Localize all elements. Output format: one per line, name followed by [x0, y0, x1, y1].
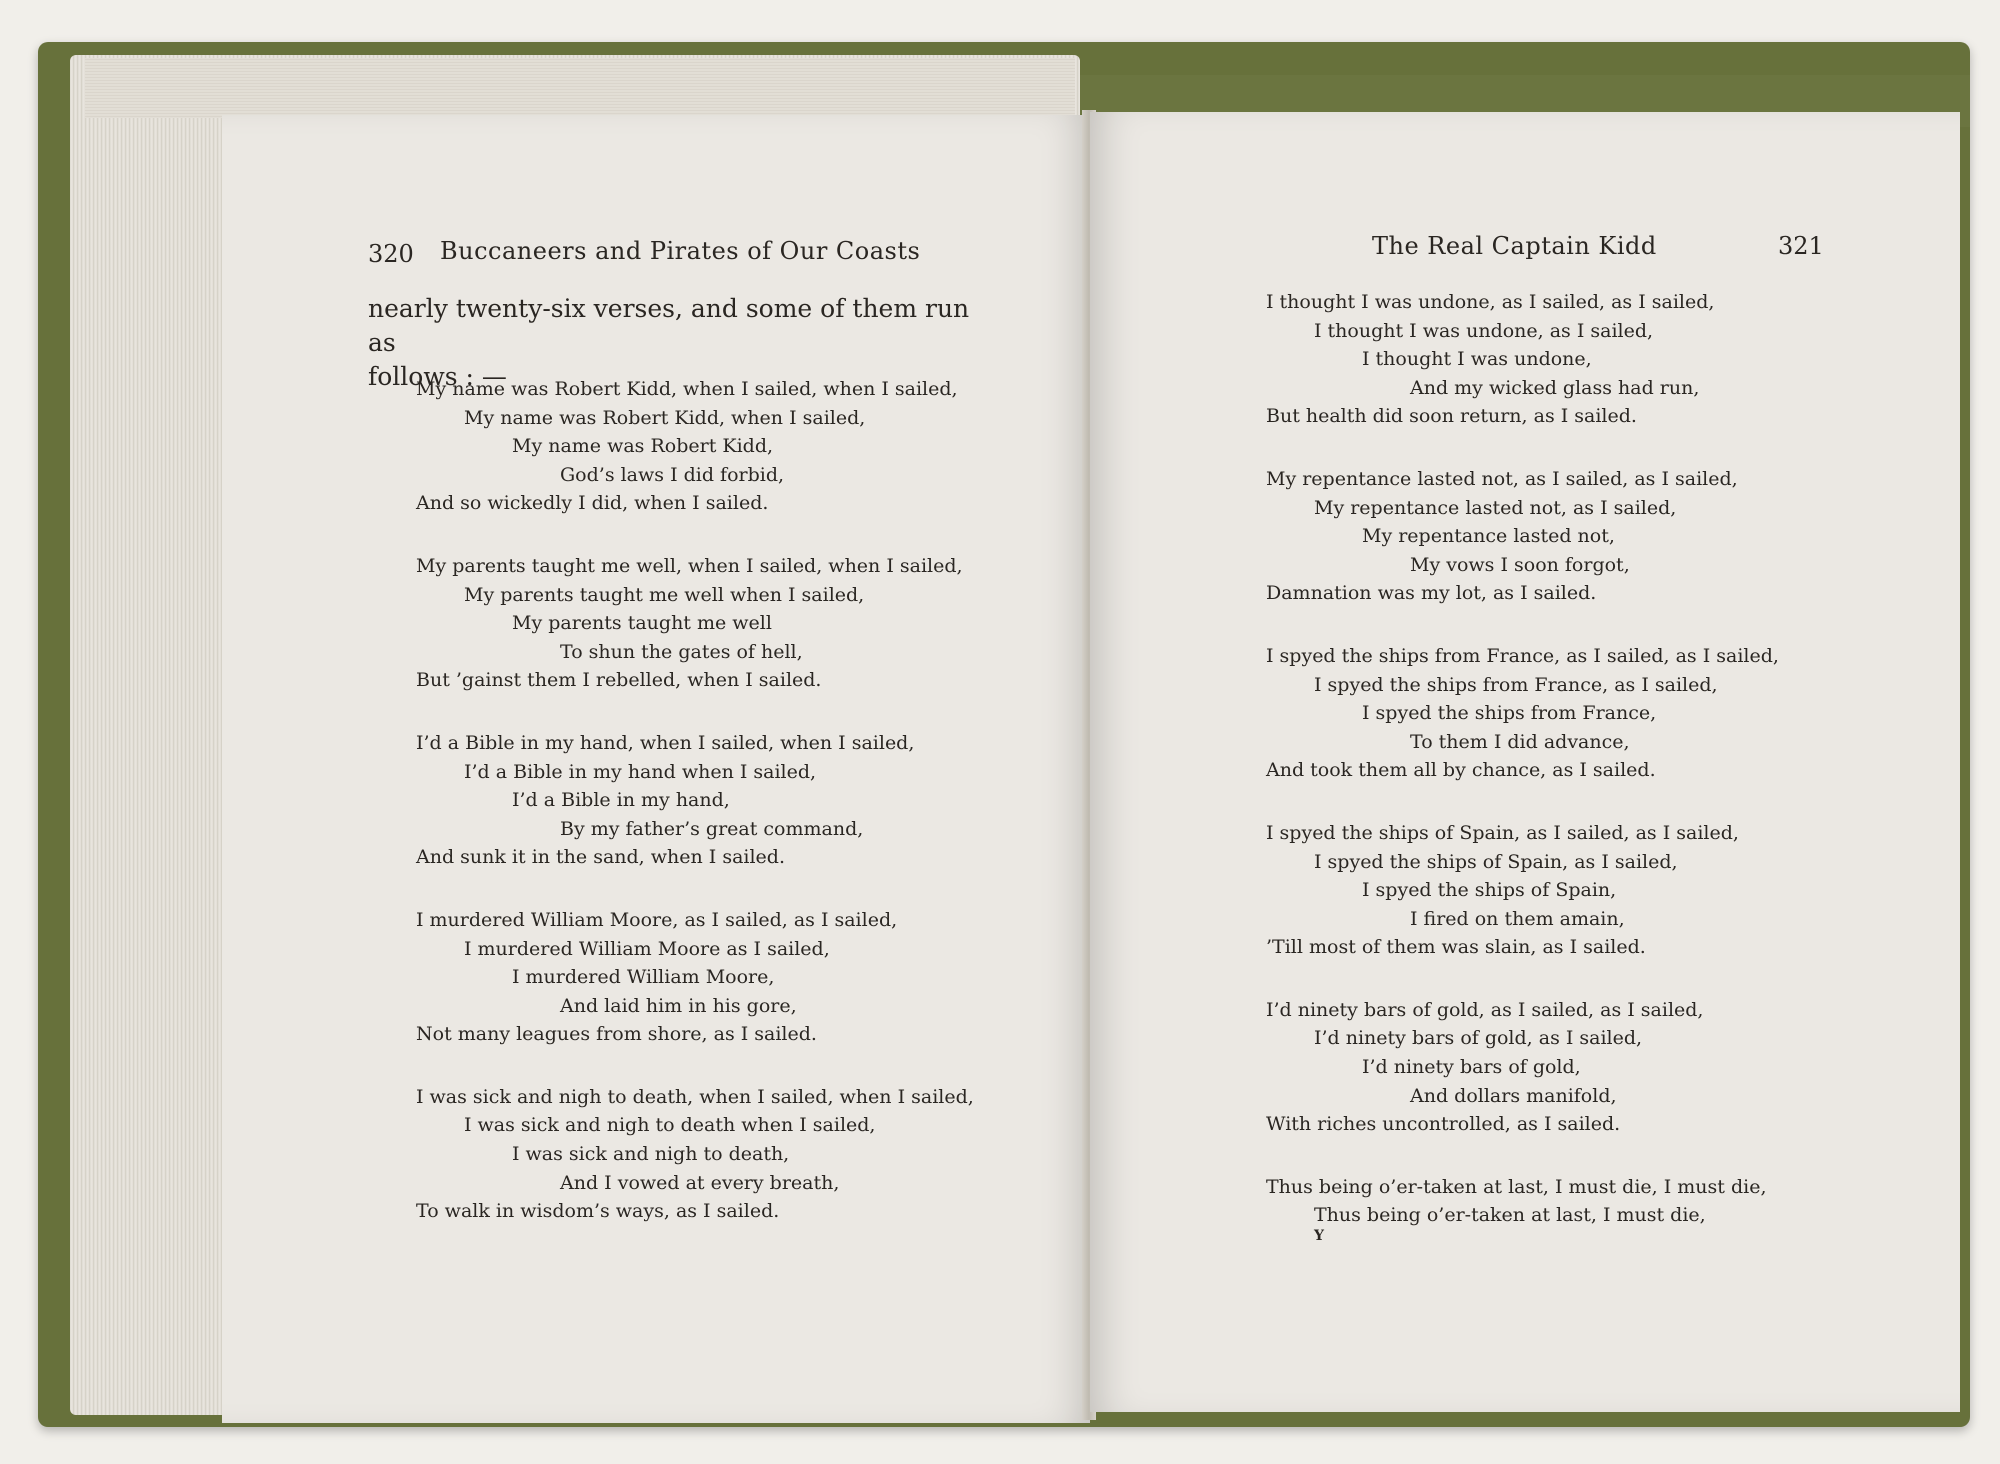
verse-line: I spyed the ships of Spain, [1362, 879, 1617, 902]
verse-line: But ’gainst them I rebelled, when I sailed. [416, 669, 822, 692]
verse-line: I’d a Bible in my hand, when I sailed, when I sailed, [416, 731, 915, 754]
stanza [1266, 288, 1779, 431]
verse-line: My parents taught me well when I sailed, [464, 583, 865, 606]
stanza [1266, 819, 1779, 962]
right-page [1090, 112, 1960, 1412]
verse-line: And took them all by chance, as I sailed. [1266, 759, 1656, 782]
right-poem [1266, 288, 1779, 1264]
verse-line: I murdered William Moore as I sailed, [464, 937, 830, 960]
verse-line: I was sick and nigh to death, [512, 1143, 790, 1166]
verse-line: And so wickedly I did, when I sailed. [416, 492, 769, 515]
stanza [416, 552, 974, 695]
verse-line: And dollars manifold, [1410, 1084, 1617, 1107]
verse-line: I’d a Bible in my hand, [512, 789, 730, 812]
verse-line: But health did soon return, as I sailed. [1266, 405, 1637, 428]
verse-line: I spyed the ships from France, as I sailed, [1314, 673, 1718, 696]
right-running-head: The Real Captain Kidd [1372, 232, 1657, 260]
verse-line: My repentance lasted not, as I sailed, [1314, 496, 1677, 519]
page-block-top [85, 58, 1075, 118]
stanza [416, 906, 974, 1049]
verse-line: And laid him in his gore, [560, 994, 797, 1017]
verse-line: My parents taught me well, when I sailed, when I sailed, [416, 554, 963, 577]
stanza [416, 375, 974, 518]
verse-line: To shun the gates of hell, [560, 640, 803, 663]
verse-line: I’d ninety bars of gold, [1362, 1056, 1581, 1079]
verse-line: I thought I was undone, as I sailed, as I sailed, [1266, 291, 1715, 313]
left-poem [416, 375, 974, 1260]
verse-line: By my father’s great command, [560, 817, 864, 840]
verse-line: I spyed the ships of Spain, as I sailed, [1314, 850, 1678, 873]
intro-line: nearly twenty-six verses, and some of them run as [368, 294, 970, 357]
verse-line: My repentance lasted not, [1362, 525, 1615, 548]
verse-line: I murdered William Moore, [512, 966, 775, 989]
verse-line: And I vowed at every breath, [560, 1171, 840, 1194]
verse-line: I spyed the ships of Spain, as I sailed, as I sailed, [1266, 821, 1739, 844]
verse-line: With riches uncontrolled, as I sailed. [1266, 1113, 1621, 1136]
verse-line: And sunk it in the sand, when I sailed. [416, 846, 785, 869]
verse-line: My name was Robert Kidd, when I sailed, when I sailed, [416, 378, 958, 400]
stanza [1266, 465, 1779, 608]
left-page-number: 320 [368, 240, 414, 268]
verse-line: I murdered William Moore, as I sailed, as I sailed, [416, 908, 898, 931]
verse-line: My repentance lasted not, as I sailed, as I sailed, [1266, 467, 1738, 490]
verse-line: Thus being o’er-taken at last, I must die, [1314, 1204, 1706, 1227]
verse-line: I’d ninety bars of gold, as I sailed, as I sailed, [1266, 998, 1704, 1021]
left-page [222, 115, 1090, 1423]
verse-line: To them I did advance, [1410, 730, 1630, 753]
verse-line: My name was Robert Kidd, [512, 435, 774, 458]
stanza [1266, 996, 1779, 1139]
verse-line: I’d ninety bars of gold, as I sailed, [1314, 1027, 1643, 1050]
verse-line: ’Till most of them was slain, as I sailed. [1266, 936, 1646, 959]
verse-line: Not many leagues from shore, as I sailed. [416, 1023, 817, 1046]
verse-line: Damnation was my lot, as I sailed. [1266, 582, 1597, 605]
stanza [416, 729, 974, 872]
verse-line: And my wicked glass had run, [1410, 376, 1700, 399]
left-running-head: Buccaneers and Pirates of Our Coasts [440, 237, 921, 265]
verse-line: My vows I soon forgot, [1410, 553, 1630, 576]
verse-line: I’d a Bible in my hand when I sailed, [464, 760, 817, 783]
verse-line: I spyed the ships from France, as I sailed, as I sailed, [1266, 644, 1779, 667]
right-page-number: 321 [1778, 232, 1824, 260]
verse-line: To walk in wisdom’s ways, as I sailed. [416, 1200, 780, 1223]
stanza [416, 1083, 974, 1226]
verse-line: My parents taught me well [512, 612, 772, 635]
verse-line: I was sick and nigh to death, when I sailed, when I sailed, [416, 1085, 974, 1108]
verse-line: I fired on them amain, [1410, 907, 1625, 930]
verse-line: I thought I was undone, as I sailed, [1314, 319, 1654, 342]
verse-line: I was sick and nigh to death when I sailed, [464, 1114, 876, 1137]
verse-line: Thus being o’er-taken at last, I must die, I must die, [1266, 1175, 1767, 1198]
stanza [1266, 642, 1779, 785]
intro-line: follows : — [368, 362, 507, 391]
verse-line: God’s laws I did forbid, [560, 463, 785, 486]
verse-line: I spyed the ships from France, [1362, 702, 1657, 725]
verse-line: I thought I was undone, [1362, 348, 1592, 371]
verse-line: My name was Robert Kidd, when I sailed, [464, 406, 866, 429]
signature-mark: Y [1314, 1228, 1324, 1244]
stanza [1266, 1173, 1779, 1230]
